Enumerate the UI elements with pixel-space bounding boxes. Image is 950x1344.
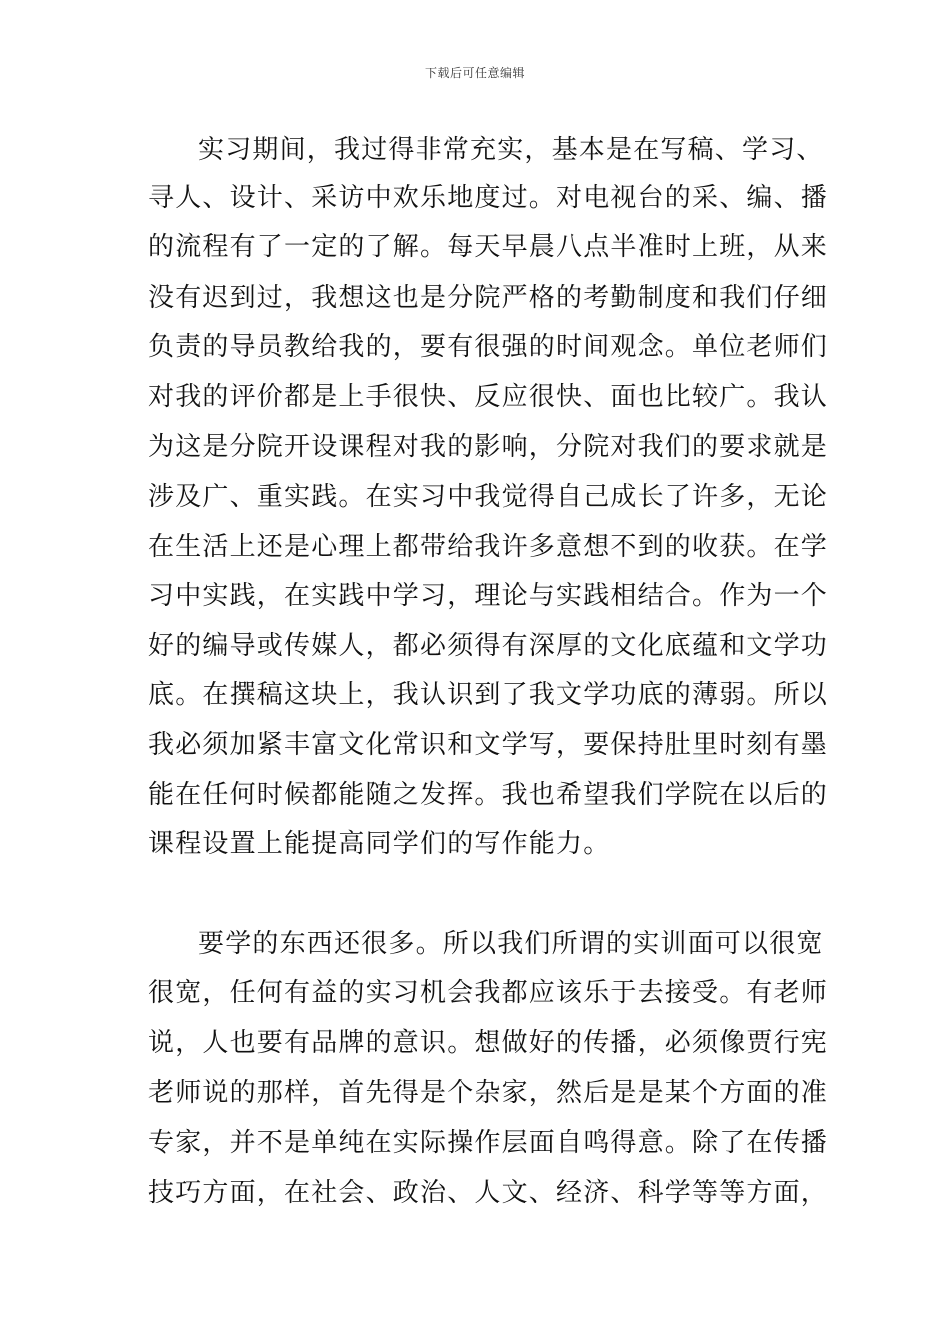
paragraph-line: 底。在撰稿这块上，我认识到了我文学功底的薄弱。所以 [148,680,829,710]
paragraph-line: 说，人也要有品牌的意识。想做好的传播，必须像贾行宪 [148,1028,829,1058]
paragraph-line: 寻人、设计、采访中欢乐地度过。对电视台的采、编、播 [148,183,829,213]
paragraph-line: 要学的东西还很多。所以我们所谓的实训面可以很宽 [198,929,824,959]
paragraph-line: 专家，并不是单纯在实际操作层面自鸣得意。除了在传播 [148,1128,829,1158]
paragraph-line: 好的编导或传媒人，都必须得有深厚的文化底蕴和文学功 [148,631,829,661]
paragraph-line: 为这是分院开设课程对我的影响，分院对我们的要求就是 [148,432,829,462]
paragraph-line: 课程设置上能提高同学们的写作能力。 [148,829,611,859]
page-header: 下载后可任意编辑 [424,66,525,80]
paragraph-line: 对我的评价都是上手很快、反应很快、面也比较广。我认 [148,382,829,412]
paragraph-line: 的流程有了一定的了解。每天早晨八点半准时上班，从来 [148,232,829,262]
paragraph-line: 很宽，任何有益的实习机会我都应该乐于去接受。有老师 [148,978,829,1008]
paragraph-line: 涉及广、重实践。在实习中我觉得自己成长了许多，无论 [148,482,829,512]
paragraph-line: 习中实践，在实践中学习，理论与实践相结合。作为一个 [148,581,829,611]
paragraph-line: 老师说的那样，首先得是个杂家，然后是是某个方面的准 [148,1078,829,1108]
paragraph-line: 实习期间，我过得非常充实，基本是在写稿、学习、 [198,135,824,165]
paragraph-line: 技巧方面，在社会、政治、人文、经济、科学等等方面， [148,1178,829,1208]
paragraph-line: 负责的导员教给我的，要有很强的时间观念。单位老师们 [148,332,829,362]
paragraph-line: 在生活上还是心理上都带给我许多意想不到的收获。在学 [148,532,829,562]
paragraph-line: 我必须加紧丰富文化常识和文学写，要保持肚里时刻有墨 [148,730,829,760]
paragraph-line: 没有迟到过，我想这也是分院严格的考勤制度和我们仔细 [148,283,829,313]
paragraph-line: 能在任何时候都能随之发挥。我也希望我们学院在以后的 [148,780,829,810]
